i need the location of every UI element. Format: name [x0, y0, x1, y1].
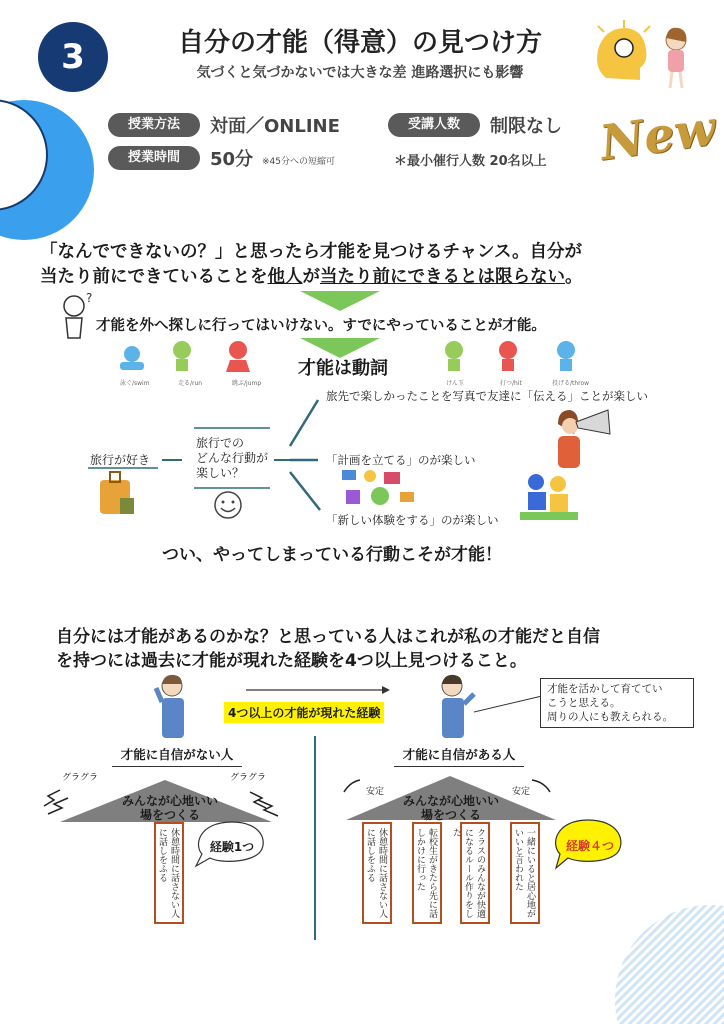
verb-icon-caption: 跳ぶ/jump	[232, 380, 262, 387]
talent-statement: 才能を外へ探しに行ってはいけない。すでにやっていることが才能。	[96, 318, 546, 334]
shake-label-right: グラグラ	[230, 773, 267, 783]
experience-one-bubble: 経験1つ	[209, 840, 255, 854]
callout-line-2: こうと思える。	[547, 697, 621, 709]
roof-text-left-line-1: みんなが心地いい	[121, 794, 218, 808]
four-experiences-label: 4つ以上の才能が現れた経験	[224, 702, 384, 723]
page-subtitle: 気づくと気づかないでは大きな差 進路選択にも影響	[196, 65, 524, 81]
travel-question-line-2: どんな行動が	[196, 451, 269, 465]
callout-pointer	[474, 694, 544, 714]
travel-question-line-3: 楽しい？	[196, 466, 245, 480]
travel-likes-label: 旅行が好き	[90, 453, 151, 467]
branch-experience: 「新しい体験をする」のが楽しい	[326, 513, 499, 527]
throw-figure-icon	[557, 341, 575, 371]
verb-icon-caption: 走る/run	[178, 380, 203, 387]
method-value: 対面／ONLINE	[210, 116, 340, 137]
method-label: 授業方法	[108, 113, 200, 137]
swim-figure-icon	[120, 346, 144, 370]
suitcase-icon	[96, 470, 136, 516]
travel-planning-items-icon	[336, 466, 426, 512]
left-experience-pillar: 休憩時間に話さない人に話しをふる	[154, 822, 184, 924]
kendama-figure-icon	[445, 341, 463, 371]
new-experience-kids-icon	[516, 470, 582, 524]
time-note: ※45分への短縮可	[262, 157, 335, 167]
decorative-stripe-circle	[600, 890, 724, 1024]
callout-line-3: 周りの人にも教えられる。	[547, 711, 673, 723]
intro-line-2	[40, 263, 700, 288]
megaphone-woman-icon	[548, 404, 618, 470]
right-experience-pillar-1: 休憩時間に話さない人に話しをふる	[362, 822, 392, 924]
left-column-title: 才能に自信がない人	[112, 745, 242, 767]
action-figures-right	[430, 338, 600, 383]
page-title: 自分の才能（得意）の見つけ方	[177, 28, 542, 58]
stable-label-right: 安定	[512, 787, 531, 797]
capacity-label: 受講人数	[388, 113, 480, 137]
callout-line-1: 才能を活かして育ててい	[547, 683, 663, 695]
unsure-man-icon	[150, 672, 196, 740]
confidence-line-2: を持つには過去に才能が現れた経験を4つ以上見つけること。	[56, 651, 527, 671]
branch-tell: 旅先で楽しかったことを写真で友達に「伝える」ことが楽しい	[326, 389, 648, 403]
right-experience-pillar-3: クラスのみんなが快適になるルール作りをした	[460, 822, 490, 924]
run-figure-icon	[173, 341, 191, 371]
experience-four-bubble: 経験４つ	[565, 839, 614, 853]
intro-line-2-pre: 当たり前にできていることを	[40, 267, 268, 287]
min-participants-note: ＊最小催行人数 20名以上	[394, 154, 547, 169]
stable-label-left: 安定	[366, 787, 385, 797]
roof-text-right-line-1: みんなが心地いい	[402, 794, 499, 808]
jump-figure-icon	[226, 341, 250, 372]
confident-man-icon	[430, 672, 480, 740]
verb-icon-caption: 打つ/hit	[500, 380, 522, 387]
roof-text-right	[376, 794, 526, 822]
action-figures-left	[110, 338, 280, 383]
column-divider	[314, 736, 316, 940]
time-value: 50分	[210, 149, 254, 170]
section-number-badge: 3	[38, 22, 108, 92]
roof-text-right-line-2: 場をつくる	[420, 808, 481, 822]
hit-figure-icon	[499, 341, 517, 371]
intro-underline-others: 他人	[267, 267, 303, 287]
smiley-face-icon	[212, 490, 244, 520]
roof-text-left-line-2: 場をつくる	[139, 808, 200, 822]
intro-line-2-mid: が	[302, 267, 320, 287]
right-experience-pillar-4: 一緒にいると居心地がいいと言われた	[510, 822, 540, 924]
right-arrow-icon	[246, 684, 392, 696]
capacity-value: 制限なし	[490, 116, 562, 137]
down-arrow-icon	[300, 289, 380, 313]
travel-question	[196, 436, 268, 481]
verb-icon-caption: けん玉	[446, 380, 465, 387]
lightbulb-idea-illustration	[588, 18, 698, 90]
intro-underline-not-always: 当たり前にできるとは限らない	[320, 267, 565, 287]
conclusion-text: つい、やってしまっている行動こそが才能！	[162, 545, 502, 565]
callout-box	[540, 678, 694, 728]
intro-line-1: 「なんでできないの？」と思ったら才能を見つけるチャンス。自分が	[40, 242, 582, 262]
right-column-title: 才能に自信がある人	[394, 745, 524, 767]
svg-text:?: ?	[86, 292, 93, 305]
verb-icon-caption: 投げる/throw	[552, 380, 590, 387]
branch-plan: 「計画を立てる」のが楽しい	[326, 453, 476, 467]
talent-is-verb-title: 才能は動詞	[298, 358, 388, 379]
confidence-line-1: 自分には才能があるのかな？と思っている人はこれが私の才能だと自信	[56, 627, 600, 647]
new-badge: New	[596, 100, 720, 172]
thinking-person-icon	[58, 292, 98, 340]
time-label: 授業時間	[108, 146, 200, 170]
shake-label-left: グラグラ	[62, 773, 99, 783]
right-experience-pillar-2: 転校生がきたら先に話しかけに行った	[412, 822, 442, 924]
intro-line-2-end: 。	[565, 267, 583, 287]
verb-icon-caption: 泳ぐ/swim	[120, 380, 150, 387]
travel-question-line-1: 旅行での	[196, 436, 245, 450]
